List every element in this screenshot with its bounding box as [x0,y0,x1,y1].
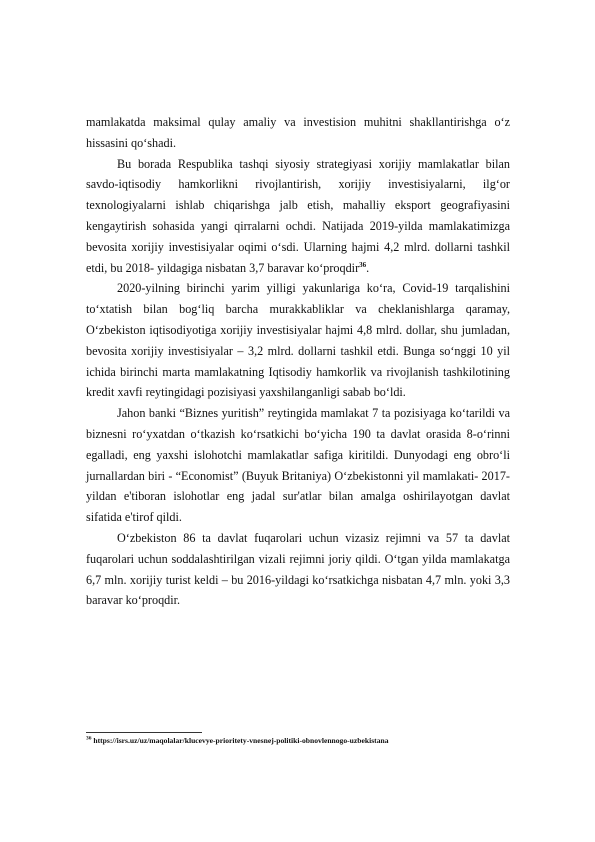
footnote-separator [86,732,202,733]
footnote-reference[interactable]: 36 [359,260,367,269]
paragraph-4: Jahon banki “Biznes yuritish” reytingida mamlakat 7 ta pozisiyaga koʻtarildi va biznesni roʻyxatdan oʻtkazish koʻrsatkichi boʻyicha 190 ta davlat orasida 8-oʻrinni egalladi, eng yaxshi islohotchi mamlakatlar safiga kiritildi. Dunyodagi eng obroʻli jurnallardan biri - “Economist” (Buyuk Britaniya) Oʻzbekistonni yil mamlakati- 2017-yildan e'tiboran islohotlar eng jadal sur'atlar bilan amalga oshirilayotgan davlat sifatida e'tirof qildi. [86,406,510,525]
footnote-link[interactable]: https://isrs.uz/uz/maqolalar/klucevye-prioritety-vnesnej-politiki-obnovlennogo-uzbekistana [91,736,389,745]
paragraph-2-text: Bu borada Respublika tashqi siyosiy strategiyasi xorijiy mamlakatlar bilan savdo-iqtisodiy hamkorlikni rivojlantirish, xorijiy investisiyalarni, ilgʻor texnologiyalarni ishlab chiqarishga jalb etish, mahalliy eksport geografiyasini kengaytirish sohasida yangi qirralarni ochdi. Natijada 2019-yilda mamlakatimizga bevosita xorijiy investisiyalar oqimi oʻsdi. Ularning hajmi 4,2 mlrd. dollarni tashkil etdi, bu 2018- yildagiga nisbatan 3,7 baravar koʻproqdir [86,156,510,275]
paragraph-3: 2020-yilning birinchi yarim yilligi yakunlariga koʻra, Covid-19 tarqalishini toʻxtatish bilan bogʻliq barcha murakkabliklar va cheklanishlarga qaramay, Oʻzbekiston iqtisodiyotiga xorijiy investisiyalar hajmi 4,8 mlrd. dollar, shu jumladan, bevosita xorijiy investisiyalar – 3,2 mlrd. dollarni tashkil etdi. Bunga soʻnggi 10 yil ichida birinchi marta mamlakatning Iqtisodiy hamkorlik va rivojlanish tashkilotining kredit xavfi reytingidagi pozisiyasi yaxshilanganligi sabab boʻldi. [86,281,510,400]
paragraph-1: mamlakatda maksimal qulay amaliy va investision muhitni shakllantirishga oʻz hissasini qoʻshadi. [86,115,510,150]
footnote [86,736,526,746]
paragraph-5: Oʻzbekiston 86 ta davlat fuqarolari uchun vizasiz rejimni va 57 ta davlat fuqarolari uchun soddalashtirilgan vizali rejimni joriy qildi. Oʻtgan yilda mamlakatga 6,7 mln. xorijiy turist keldi – bu 2016-yildagi koʻrsatkichga nisbatan 4,7 mln. yoki 3,3 baravar koʻproqdir. [86,530,510,608]
document-body [86,112,510,611]
paragraph-2 [86,154,510,279]
paragraph-2-end: . [366,260,370,275]
footnote-number: 36 [86,735,92,742]
